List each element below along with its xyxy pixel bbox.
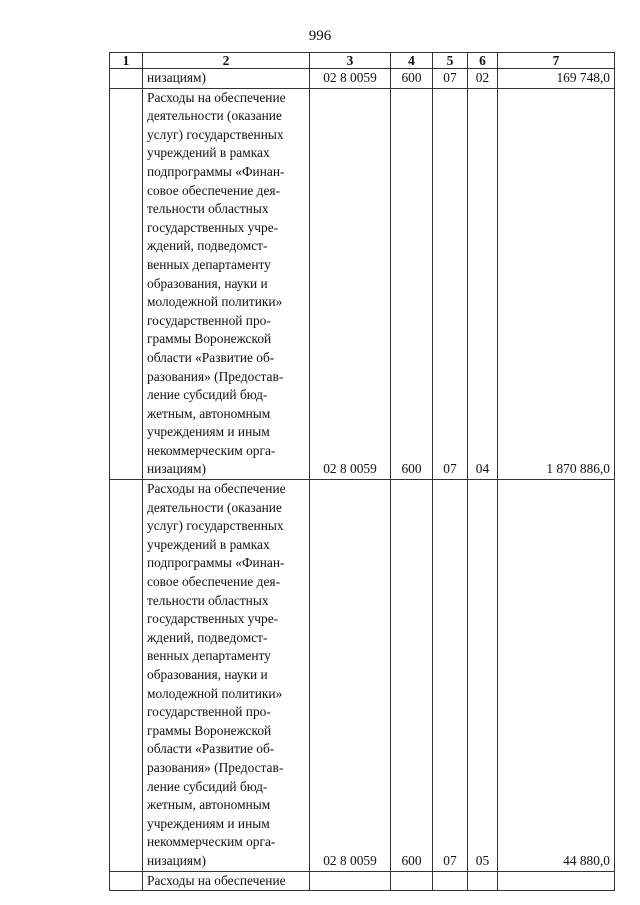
description-line: государственных учре-	[147, 611, 279, 627]
description-line: учреждениям и иным	[147, 424, 270, 440]
subsection-cell: 02	[468, 69, 498, 89]
description-line: молодежной политики»	[147, 685, 283, 701]
description-line: низациям)	[147, 70, 206, 85]
row-number-cell	[110, 480, 143, 871]
header-col-5: 5	[433, 53, 468, 69]
description-line: ждений, подведомст-	[147, 238, 268, 254]
description-line: подпрограммы «Финан-	[147, 163, 285, 179]
subsection-cell: 04	[468, 88, 498, 479]
description-cell	[143, 69, 310, 89]
description-line: Расходы на обеспечение	[147, 872, 286, 888]
description-line: образования, науки и	[147, 667, 268, 682]
target-article-cell: 02 8 0059	[310, 69, 391, 89]
description-line: области «Развитие об-	[147, 741, 275, 757]
row-number-cell	[110, 871, 143, 891]
description-line: государственных учре-	[147, 219, 279, 235]
description-line: услуг) государственных	[147, 126, 284, 142]
table-row	[110, 480, 615, 871]
description-line: граммы Воронежской	[147, 722, 272, 738]
description-line: ление субсидий бюд-	[147, 778, 268, 794]
header-col-1: 1	[110, 53, 143, 69]
description-line: образования, науки и	[147, 275, 268, 291]
description-line: деятельности (оказание	[147, 108, 282, 124]
header-col-2: 2	[143, 53, 310, 69]
header-col-3: 3	[310, 53, 391, 69]
description-cell	[143, 480, 310, 871]
description-line: ление субсидий бюд-	[147, 387, 268, 403]
expense-type-cell: 600	[391, 69, 433, 89]
table-row	[110, 88, 615, 479]
description-line: тельности областных	[147, 592, 269, 608]
description-line: совое обеспечение дея-	[147, 574, 281, 590]
description-line: учреждений в рамках	[147, 536, 270, 552]
amount-cell: 1 870 886,0	[498, 88, 615, 479]
description-line: деятельности (оказание	[147, 499, 282, 515]
header-col-7: 7	[498, 53, 615, 69]
description-line: тельности областных	[147, 201, 269, 217]
section-cell	[433, 871, 468, 891]
table-row	[110, 69, 615, 89]
subsection-cell: 05	[468, 480, 498, 871]
description-line: низациям)	[147, 461, 206, 477]
expense-type-cell: 600	[391, 480, 433, 871]
subsection-cell	[468, 871, 498, 891]
description-line: венных департаменту	[147, 648, 271, 664]
target-article-cell: 02 8 0059	[310, 480, 391, 871]
section-cell: 07	[433, 88, 468, 479]
description-line: услуг) государственных	[147, 518, 284, 534]
budget-table	[109, 52, 615, 891]
row-number-cell	[110, 69, 143, 89]
description-line: граммы Воронежской	[147, 331, 272, 347]
description-line: низациям)	[147, 852, 206, 868]
amount-cell	[498, 871, 615, 891]
description-line: Расходы на обеспечение	[147, 89, 286, 105]
description-cell	[143, 871, 310, 891]
header-col-6: 6	[468, 53, 498, 69]
page-number: 996	[308, 28, 332, 44]
description-line: жетным, автономным	[147, 405, 271, 421]
table-row	[110, 871, 615, 891]
description-line: некоммерческим орга-	[147, 442, 276, 458]
target-article-cell: 02 8 0059	[310, 88, 391, 479]
description-line: государственной про-	[147, 312, 271, 328]
header-col-4: 4	[391, 53, 433, 69]
header-row	[110, 53, 615, 69]
description-line: области «Развитие об-	[147, 349, 275, 365]
amount-cell: 44 880,0	[498, 480, 615, 871]
section-cell: 07	[433, 480, 468, 871]
description-line: совое обеспечение дея-	[147, 182, 281, 198]
description-cell	[143, 88, 310, 479]
description-line: Расходы на обеспечение	[147, 481, 286, 497]
description-line: государственной про-	[147, 704, 271, 720]
description-line: разования» (Предостав-	[147, 759, 284, 775]
description-line: некоммерческим орга-	[147, 834, 276, 850]
description-line: учреждениям и иным	[147, 815, 270, 831]
description-line: подпрограммы «Финан-	[147, 555, 285, 571]
expense-type-cell: 600	[391, 88, 433, 479]
row-number-cell	[110, 88, 143, 479]
description-line: разования» (Предостав-	[147, 368, 284, 384]
description-line: жетным, автономным	[147, 797, 271, 813]
expense-type-cell	[391, 871, 433, 891]
description-line: венных департаменту	[147, 256, 271, 272]
description-line: ждений, подведомст-	[147, 629, 268, 645]
description-line: молодежной политики»	[147, 294, 283, 310]
description-line: учреждений в рамках	[147, 145, 270, 161]
target-article-cell	[310, 871, 391, 891]
amount-cell: 169 748,0	[498, 69, 615, 89]
section-cell: 07	[433, 69, 468, 89]
